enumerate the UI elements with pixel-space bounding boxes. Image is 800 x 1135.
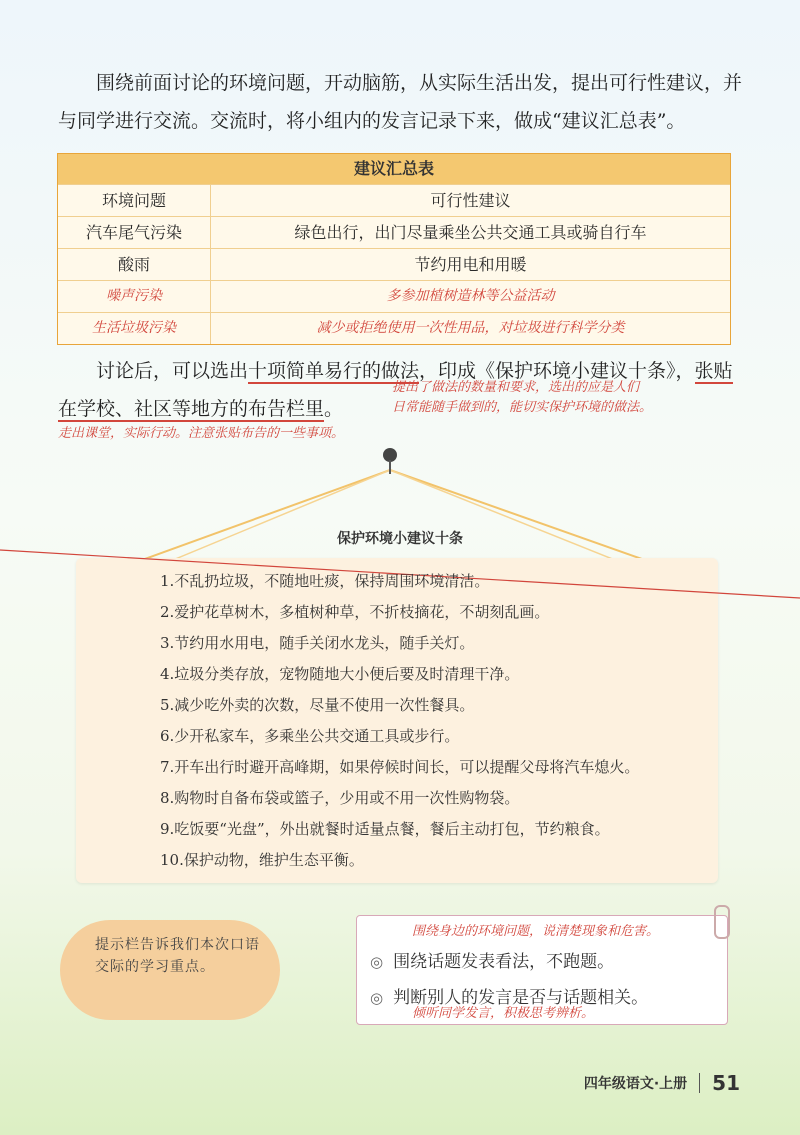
list-item: 6.少开私家车，多乘坐公共交通工具或步行。 bbox=[160, 727, 460, 745]
after-line-2-end: 。 bbox=[324, 398, 344, 420]
after-line-2: 在学校、社区等地方的布告栏里 bbox=[58, 398, 325, 420]
table-cell-suggestion: 绿色出行，出门尽量乘坐公共交通工具或骑自行车 bbox=[294, 223, 647, 242]
board-title: 保护环境小建议十条 bbox=[337, 531, 463, 547]
table-cell-problem: 酸雨 bbox=[58, 249, 211, 280]
intro-line-1: 围绕前面讨论的环境问题，开动脑筋，从实际生活出发，提出可行性建议，并 bbox=[96, 72, 743, 94]
after-pre: 讨论后，可以选出 bbox=[96, 360, 249, 382]
table-cell-problem-handwritten: 生活垃圾污染 bbox=[58, 313, 211, 344]
bullet-circle-icon: ◎ bbox=[370, 953, 384, 971]
table-header-suggestion: 可行性建议 bbox=[430, 191, 511, 210]
table-cell-suggestion-handwritten: 减少或拒绝使用一次性用品，对垃圾进行科学分类 bbox=[316, 320, 625, 336]
list-item: 2.爱护花草树木，多植树种草，不折枝摘花，不胡刻乱画。 bbox=[160, 603, 550, 621]
annotation-tip-bottom: 倾听同学发言，积极思考辨析。 bbox=[412, 1006, 595, 1021]
page-number: 51 bbox=[712, 1071, 740, 1095]
footer-divider bbox=[699, 1073, 700, 1093]
list-item: 9.吃饭要“光盘”，外出就餐时适量点餐，餐后主动打包，节约粮食。 bbox=[160, 820, 610, 838]
table-cell-suggestion: 节约用电和用暖 bbox=[414, 255, 527, 274]
annotation-line: 提出了做法的数量和要求，选出的应是人们 bbox=[392, 380, 640, 395]
suggestion-list bbox=[160, 566, 639, 876]
hint-cloud-text: 提示栏告诉我们本次口语交际的学习重点。 bbox=[95, 937, 260, 975]
after-mid: ，印成《保护环境小建议十条》， bbox=[419, 360, 695, 382]
after-highlight-post: 张贴 bbox=[694, 360, 733, 382]
paperclip-icon bbox=[714, 905, 730, 939]
table-title: 建议汇总表 bbox=[58, 154, 730, 184]
list-item: 7.开车出行时避开高峰期，如果停候时间长，可以提醒父母将汽车熄火。 bbox=[160, 758, 640, 776]
list-item: 8.购物时自备布袋或篮子，少用或不用一次性购物袋。 bbox=[160, 789, 520, 807]
intro-line-2: 与同学进行交流。交流时，将小组内的发言记录下来，做成“建议汇总表”。 bbox=[58, 110, 686, 132]
page-footer bbox=[584, 1071, 740, 1095]
tip-text: 围绕话题发表看法，不跑题。 bbox=[393, 952, 615, 972]
tip-item bbox=[370, 947, 614, 972]
list-item: 10.保护动物，维护生态平衡。 bbox=[160, 851, 364, 869]
bullet-circle-icon: ◎ bbox=[370, 989, 384, 1007]
table-cell-suggestion-handwritten: 多参加植树造林等公益活动 bbox=[386, 288, 555, 304]
book-title: 四年级语文·上册 bbox=[583, 1076, 688, 1092]
annotation-line: 日常能随手做到的，能切实保护环境的做法。 bbox=[392, 400, 653, 415]
table-cell-problem: 汽车尾气污染 bbox=[58, 217, 211, 248]
list-item: 3.节约用水用电，随手关闭水龙头，随手关灯。 bbox=[160, 634, 475, 652]
list-item: 5.减少吃外卖的次数，尽量不使用一次性餐具。 bbox=[160, 696, 475, 714]
annotation-tip-top: 围绕身边的环境问题，说清楚现象和危害。 bbox=[412, 924, 660, 939]
table-cell-problem-handwritten: 噪声污染 bbox=[58, 281, 211, 312]
tip-text: 判断别人的发言是否与话题相关。 bbox=[393, 988, 649, 1008]
list-item: 4.垃圾分类存放，宠物随地大小便后要及时清理干净。 bbox=[160, 665, 520, 683]
table-header-problem: 环境问题 bbox=[58, 185, 211, 216]
list-item: 1.不乱扔垃圾，不随地吐痰，保持周围环境清洁。 bbox=[160, 572, 490, 590]
after-highlight-ten-items: 十项简单易行的做法 bbox=[248, 360, 420, 382]
annotation-take-action: 走出课堂，实际行动。注意张贴布告的一些事项。 bbox=[58, 426, 345, 441]
